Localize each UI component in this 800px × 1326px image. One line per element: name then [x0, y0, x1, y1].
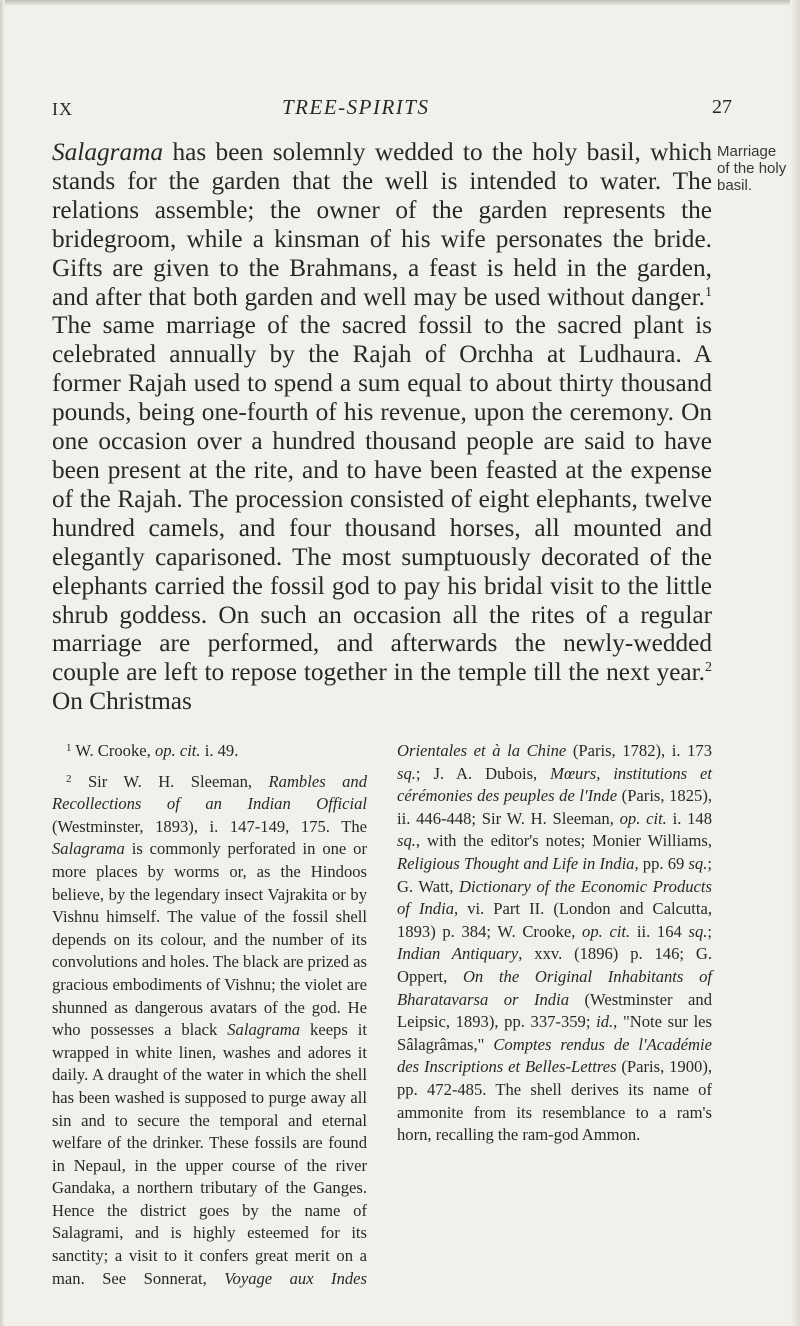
- text-italic: Comptes rendus de l'Académie des Inscriptions et Belles-Lettres: [397, 1034, 712, 1077]
- page-number: 27: [712, 96, 732, 118]
- text-run: Sir W. H. Sleeman,: [71, 771, 269, 791]
- text-run: is commonly perforated in one or more places by worms or, as the Hindoos believe, by the legendary insect Vajrakita or by Vishnu himself. The value of the fossil shell depends on its colour, and the number of its convolutions and holes. The black are prized as gracious embodiments of Vishnu; the violet are shunned as dangerous avatars of the god. He who possesses a black: [52, 839, 367, 1040]
- text-italic: id.: [596, 1012, 614, 1032]
- text-run: (Westminster, 1893), i. 147-149, 175. The: [52, 816, 367, 836]
- text-italic: Indian Antiquary: [397, 944, 519, 964]
- text-italic: Salagrama: [52, 839, 125, 859]
- text-run: W. Crooke,: [71, 741, 155, 760]
- footnotes: [52, 740, 712, 1300]
- text-run: i. 49.: [200, 741, 239, 760]
- side-note: Marriage of the holy basil.: [717, 143, 787, 194]
- text-run: , pp. 69: [634, 853, 689, 873]
- text-run: On Christmas: [52, 687, 192, 716]
- text-run: ; G. Watt,: [397, 853, 712, 896]
- text-run: ii. 164: [630, 921, 689, 941]
- text-italic: Dictionary of the Economic Products of India: [397, 876, 712, 919]
- text-italic: Salagrama: [52, 138, 164, 166]
- chapter-number: IX: [52, 99, 73, 119]
- text-run: , "Note sur les Sâlagrâmas,": [397, 1012, 713, 1054]
- text-italic: Religious Thought and Life in India: [397, 853, 635, 873]
- text-italic: Voyage aux Indes Orientales et à la Chine: [224, 741, 567, 1288]
- text-italic: sq.: [688, 853, 708, 873]
- footnote-2: [52, 740, 712, 1300]
- page-header: [52, 95, 752, 127]
- text-italic: Rambles and Recollections of an Indian Official: [52, 771, 368, 814]
- text-run: ;: [707, 921, 713, 941]
- text-italic: sq.: [397, 763, 416, 783]
- text-run: , vi. Part II. (London and Calcutta, 1893) p. 384; W. Crooke,: [397, 899, 712, 941]
- text-run: keeps it wrapped in white linen, washes and adores it daily. A draught of the water in which the shell has been washed is supposed to purge away all sin and to secure the temporal and eternal welfare of the drinker. These fossils are found in Nepaul, in the upper course of the river Gandaka, a northern tributary of the Ganges. Hence the district goes by the name of Salagrami, and is highly esteemed for its sanctity; a visit to it confers great merit on a man. See Sonnerat,: [52, 1020, 367, 1288]
- footnote-ref-2[interactable]: 2: [705, 660, 712, 676]
- text-italic: op. cit.: [154, 741, 201, 760]
- text-italic: sq.: [688, 921, 708, 941]
- text-run: , xxv. (1896) p. 146; G. Oppert,: [397, 944, 713, 986]
- text-run: (Paris, 1825), ii. 446-448; Sir W. H. Sleeman,: [397, 786, 712, 828]
- text-run: (Paris, 1782), i. 173: [566, 741, 712, 760]
- page-top-edge: [0, 0, 800, 6]
- text-run: (Westminster and Leipsic, 1893), pp. 337-359;: [397, 989, 713, 1032]
- text-italic: sq.: [397, 831, 416, 851]
- text-run: ; J. A. Dubois,: [415, 763, 551, 783]
- running-title: TREE-SPIRITS: [282, 95, 430, 119]
- page-left-edge: [0, 0, 5, 1326]
- text-italic: Mœurs, institutions et cérémonies des peuples de l'Inde: [397, 763, 712, 806]
- page-right-edge: [790, 0, 800, 1326]
- text-run: (Paris, 1900), pp. 472-485. The shell derives its name of ammonite from its resemblance to a ram's horn, recalling the ram-god Ammon.: [397, 1057, 712, 1145]
- text-italic: Salagrama: [227, 1020, 301, 1040]
- footnote-mark-1: 1: [66, 742, 72, 754]
- text-italic: op. cit.: [619, 808, 667, 828]
- text-run: , with the editor's notes; Monier Williams,: [415, 831, 712, 851]
- footnote-1: [52, 740, 367, 763]
- text-run: i. 148: [666, 808, 712, 828]
- text-italic: op. cit.: [582, 921, 631, 941]
- text-run: The same marriage of the sacred fossil to the sacred plant is celebrated annually by the Rajah of Orchha at Ludhaura. A former Rajah used to spend a sum equal to about thirty thousand pounds, being one-fourth of his revenue, upon the ceremony. On one occasion over a hundred thousand people are said to have been present at the rite, and to have been feasted at the expense of the Rajah. The procession consisted of eight elephants, twelve hundred camels, and four thousand horses, all mounted and elegantly caparisoned. The most sumptuously decorated of the elephants carried the fossil god to pay his bridal visit to the little shrub goddess. On such an occasion all the rites of a regular marriage are performed, and afterwards the newly-wedded couple are left to repose together in the temple till the next year.: [52, 311, 712, 687]
- text-italic: On the Original Inhabitants of Bharatavarsa or India: [397, 966, 712, 1009]
- footnote-ref-1[interactable]: 1: [705, 284, 712, 300]
- text-run: has been solemnly wedded to the holy basil, which stands for the garden that the well is intended to water. The relations assemble; the owner of the garden represents the bridegroom, while a kinsman of his wife personates the bride. Gifts are given to the Brahmans, a feast is held in the garden, and after that both garden and well may be used without danger.: [52, 138, 712, 311]
- footnote-mark-2: 2: [66, 772, 72, 785]
- main-paragraph: [52, 138, 712, 716]
